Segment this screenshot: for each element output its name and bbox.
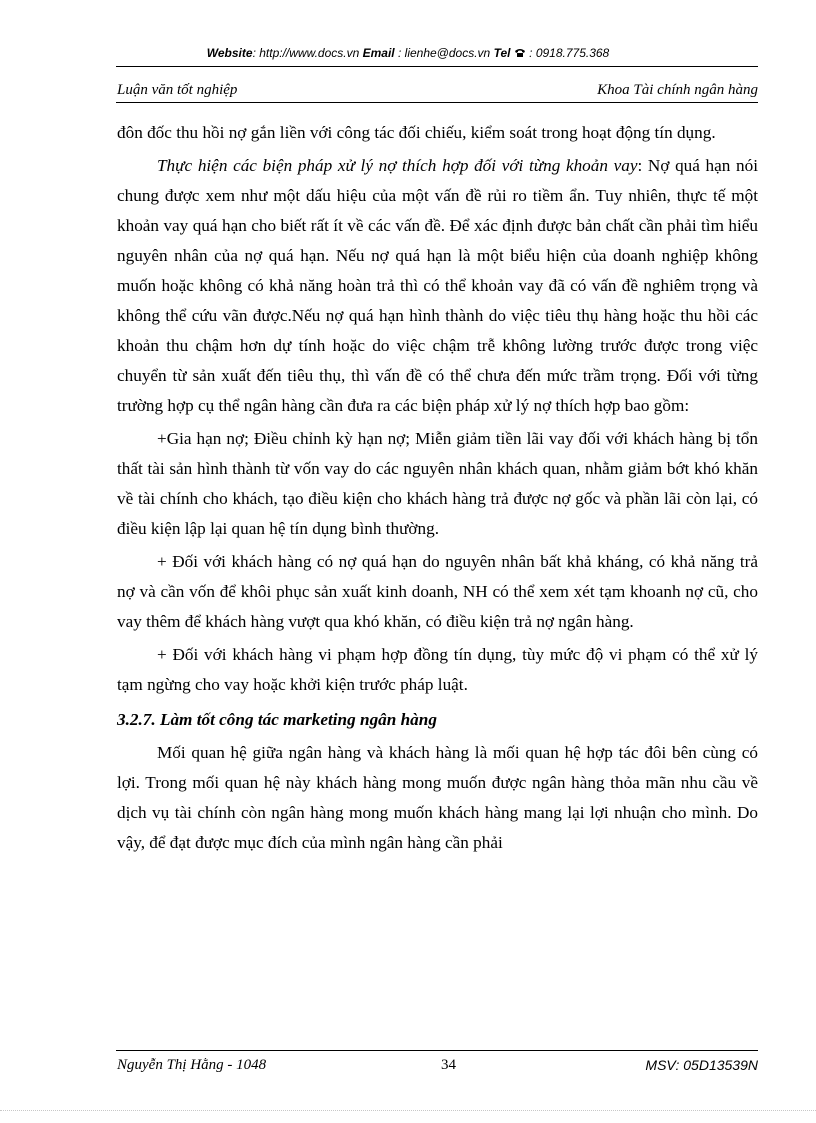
paragraph: Mối quan hệ giữa ngân hàng và khách hàng là mối quan hệ hợp tác đôi bên cùng có lợi. Trong mối quan hệ này khách hàng mong muốn được ngân hàng thỏa mãn nhu cầu về dịch vụ tài chính còn ngân hàng mong muốn khách hàng mang lại lợi nhuận cho mình. Do vậy, để đạt được mục đích của mình ngân hàng cần phải	[117, 743, 758, 852]
footer-author: Nguyễn Thị Hằng - 1048	[117, 1057, 267, 1073]
header-rule	[116, 102, 758, 103]
telephone-icon	[514, 46, 529, 60]
footer-student-id: MSV: 05D13539N	[645, 1057, 758, 1073]
paragraph: + Đối với khách hàng có nợ quá hạn do nguyên nhân bất khả kháng, có khả năng trả nợ và cần vốn để khôi phục sản xuất kinh doanh, NH có thể xem xét tạm khoanh nợ cũ, cho vay thêm để khách hàng vượt qua khó khăn, có điều kiện trả nợ ngân hàng.	[117, 552, 758, 631]
footer-rule	[116, 1050, 758, 1051]
section-heading: 3.2.7. Làm tốt công tác marketing ngân hàng	[117, 710, 437, 729]
header-thesis-label: Luận văn tốt nghiệp	[117, 82, 238, 98]
website-contact-bar	[0, 45, 816, 61]
header-faculty-label: Khoa Tài chính ngân hàng	[597, 82, 758, 98]
paragraph-lead: Thực hiện các biện pháp xử lý nợ thích hợp đối với từng khoản vay	[157, 156, 638, 175]
paragraph: + Đối với khách hàng vi phạm hợp đồng tín dụng, tùy mức độ vi phạm có thể xử lý tạm ngừng cho vay hoặc khởi kiện trước pháp luật.	[117, 645, 758, 694]
tel-value: : 0918.775.368	[529, 46, 610, 60]
website-label: Website	[206, 46, 253, 60]
paragraph-text: : Nợ quá hạn nói chung được xem như một dấu hiệu của một vấn đề rủi ro tiềm ẩn. Tuy nhiên, thực tế một khoản vay quá hạn cho biết rất ít về các vấn đề. Để xác định được bản chất cần phải tìm hiểu nguyên nhân của nợ quá hạn. Nếu nợ quá hạn là một biểu hiện của doanh nghiệp không muốn hoặc không có khả năng hoàn trả thì có thể khoản vay đã có vấn đề nghiêm trọng và không thể cứu vãn được.Nếu nợ quá hạn hình thành do việc tiêu thụ hàng hoặc thu hồi các khoản thu chậm hơn dự tính hoặc do việc chậm trễ không lường trước được trong việc chuyển từ sản xuất đến tiêu thụ, thì vấn đề có thể chưa đến mức trầm trọng. Đối với từng trường hợp cụ thể ngân hàng cần đưa ra các biện pháp xử lý nợ thích hợp bao gồm:	[117, 156, 758, 415]
website-url[interactable]: : http://www.docs.vn	[252, 46, 360, 60]
page-edge-dotted-line	[0, 1110, 816, 1111]
paragraph: đôn đốc thu hồi nợ gắn liền với công tác đối chiếu, kiểm soát trong hoạt động tín dụng.	[117, 123, 716, 142]
page-body	[117, 118, 758, 861]
paragraph: +Gia hạn nợ; Điều chỉnh kỳ hạn nợ; Miễn giảm tiền lãi vay đối với khách hàng bị tổn thất tài sản hình thành từ vốn vay do các nguyên nhân khách quan, nhằm giảm bớt khó khăn về tài chính cho khách, tạo điều kiện cho khách hàng trả được nợ gốc và phần lãi còn lại, có điều kiện lập lại quan hệ tín dụng bình thường.	[117, 429, 758, 538]
tel-label: Tel	[493, 46, 511, 60]
page-number: 34	[441, 1057, 456, 1073]
paragraph	[117, 151, 758, 421]
email-label: Email	[362, 46, 395, 60]
top-rule	[116, 66, 758, 67]
email-value[interactable]: : lienhe@docs.vn	[397, 46, 491, 60]
